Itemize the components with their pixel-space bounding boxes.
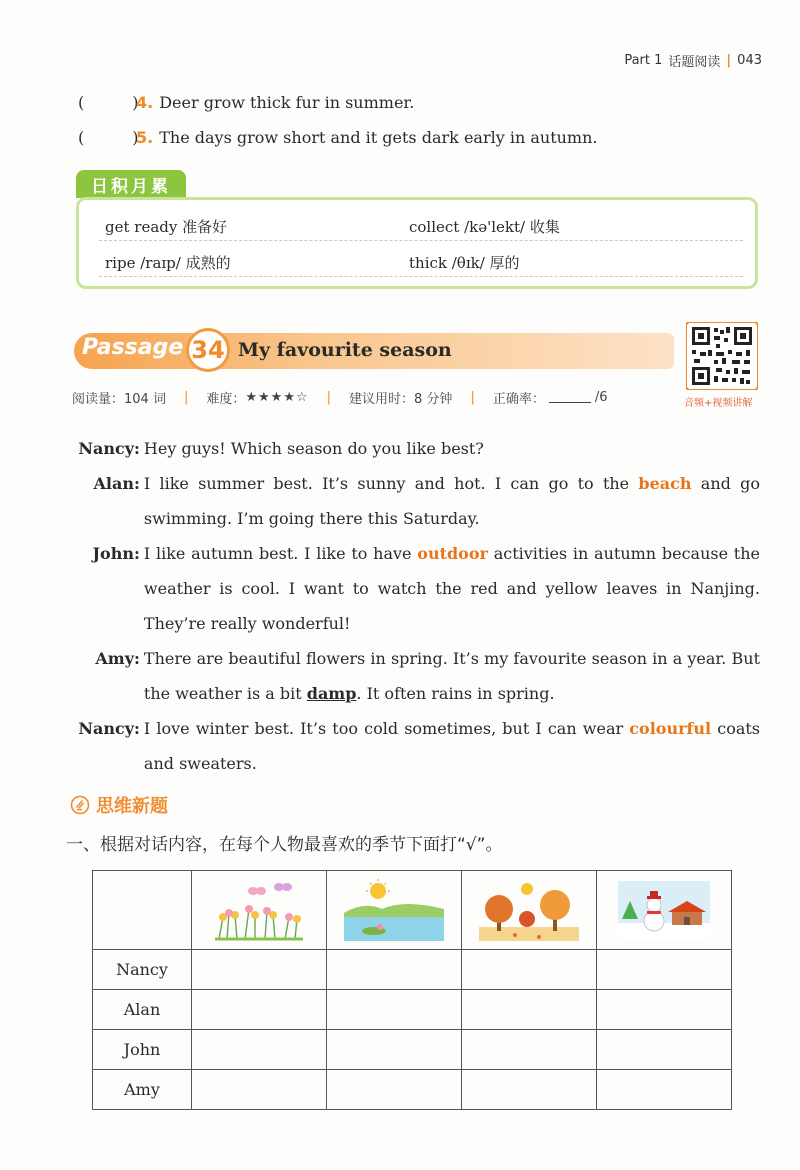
accuracy-total: /6 bbox=[594, 390, 608, 405]
speaker-colon: : bbox=[134, 439, 140, 458]
speaker-colon: : bbox=[134, 474, 140, 493]
accuracy-blank[interactable] bbox=[549, 392, 591, 403]
question-5 bbox=[78, 125, 597, 148]
speaker-name: Alan bbox=[93, 474, 134, 493]
speaker-colon: : bbox=[134, 544, 140, 563]
dialogue-text bbox=[144, 711, 760, 781]
speaker-name: John bbox=[92, 544, 134, 563]
dashed-divider bbox=[99, 240, 743, 241]
table-row bbox=[93, 1070, 732, 1110]
dialogue-line bbox=[68, 641, 760, 711]
dialogue-line bbox=[68, 431, 760, 466]
answer-cell[interactable] bbox=[192, 990, 327, 1030]
underlined-word: damp bbox=[306, 684, 357, 703]
summer-lake-icon bbox=[344, 879, 444, 941]
winter-snowman-icon bbox=[614, 879, 714, 941]
highlighted-word: outdoor bbox=[417, 544, 488, 563]
question-number: 4. bbox=[136, 93, 154, 112]
vocab-item: thick /θɪk/ 厚的 bbox=[409, 254, 520, 272]
vocab-box bbox=[76, 197, 758, 289]
text-run: Hey guys! Which season do you like best? bbox=[143, 439, 484, 458]
dialogue-text bbox=[144, 431, 760, 466]
vocab-item: ripe /raɪp/ 成熟的 bbox=[105, 254, 231, 272]
answer-paren: ( ) bbox=[78, 93, 139, 112]
text-run: I like autumn best. I like to have bbox=[143, 544, 418, 563]
answer-cell[interactable] bbox=[462, 1030, 597, 1070]
answer-cell[interactable] bbox=[327, 1030, 462, 1070]
person-name: Nancy bbox=[93, 950, 192, 990]
text-run: activities in autumn because the weather is cool. I want to watch the red and yellow leaves in Nanjing. They’re really wonderful! bbox=[143, 544, 761, 633]
part-label: Part 1 bbox=[624, 53, 663, 68]
dashed-divider bbox=[99, 276, 743, 277]
thinking-heading-text: 思维新题 bbox=[96, 796, 168, 817]
season-table bbox=[92, 870, 732, 1110]
exercise-instruction: 一、根据对话内容，在每个人物最喜欢的季节下面打“√”。 bbox=[66, 835, 503, 855]
question-text: Deer grow thick fur in summer. bbox=[159, 93, 415, 112]
speaker-name: Nancy bbox=[78, 719, 134, 738]
answer-cell[interactable] bbox=[597, 990, 732, 1030]
page-number: 043 bbox=[737, 53, 762, 68]
accuracy-label: 正确率： bbox=[492, 392, 545, 407]
speaker-name: Amy bbox=[95, 649, 134, 668]
speaker-colon: : bbox=[134, 649, 140, 668]
answer-cell[interactable] bbox=[597, 950, 732, 990]
question-text: The days grow short and it gets dark early in autumn. bbox=[159, 128, 598, 147]
highlighted-word: colourful bbox=[629, 719, 712, 738]
section-label: 话题阅读 bbox=[668, 55, 721, 70]
text-run: . It often rains in spring. bbox=[356, 684, 555, 703]
question-number: 5. bbox=[136, 128, 154, 147]
thinking-section-heading bbox=[70, 792, 168, 818]
suggested-time: 建议用时：8 分钟 bbox=[349, 392, 453, 407]
season-picture-row bbox=[93, 871, 732, 950]
table-row bbox=[93, 990, 732, 1030]
header-separator: | bbox=[726, 53, 732, 68]
answer-cell[interactable] bbox=[462, 990, 597, 1030]
person-name: Alan bbox=[93, 990, 192, 1030]
autumn-trees-icon bbox=[479, 879, 579, 941]
difficulty-label: 难度： bbox=[206, 392, 246, 407]
answer-cell[interactable] bbox=[462, 950, 597, 990]
answer-cell[interactable] bbox=[192, 950, 327, 990]
dialogue-line bbox=[68, 466, 760, 536]
vocab-item: get ready 准备好 bbox=[105, 218, 228, 236]
vocab-title: 日积月累 bbox=[76, 170, 186, 198]
answer-cell[interactable] bbox=[327, 1070, 462, 1110]
winter-picture-cell bbox=[597, 871, 732, 950]
person-name: Amy bbox=[93, 1070, 192, 1110]
answer-cell[interactable] bbox=[192, 1070, 327, 1110]
person-name: John bbox=[93, 1030, 192, 1070]
text-run: I love winter best. It’s too cold sometimes, but I can wear bbox=[143, 719, 630, 738]
spring-flowers-icon bbox=[209, 879, 309, 941]
info-separator: | bbox=[183, 390, 189, 405]
table-row bbox=[93, 950, 732, 990]
dialogue-line bbox=[68, 536, 760, 641]
text-run: I like summer best. It’s sunny and hot. I can go to the bbox=[143, 474, 639, 493]
summer-picture-cell bbox=[327, 871, 462, 950]
question-4 bbox=[78, 90, 414, 113]
qr-code-icon[interactable] bbox=[686, 322, 758, 390]
speaker-name: Nancy bbox=[78, 439, 134, 458]
dialogue-text bbox=[144, 466, 760, 536]
answer-cell[interactable] bbox=[192, 1030, 327, 1070]
empty-corner-cell bbox=[93, 871, 192, 950]
qr-caption: 音频+视频讲解 bbox=[684, 398, 753, 409]
dialogue bbox=[68, 431, 760, 781]
answer-cell[interactable] bbox=[462, 1070, 597, 1110]
answer-cell[interactable] bbox=[327, 990, 462, 1030]
page-header bbox=[624, 51, 762, 70]
answer-paren: ( ) bbox=[78, 128, 139, 147]
text-run: coats and sweaters. bbox=[143, 719, 761, 773]
answer-cell[interactable] bbox=[597, 1070, 732, 1110]
text-run: There are beautiful flowers in spring. It’s my favourite season in a year. But the weather is a bit bbox=[143, 649, 760, 703]
info-separator: | bbox=[470, 390, 475, 405]
vocab-item: collect /kə'lekt/ 收集 bbox=[409, 218, 560, 236]
highlighted-word: beach bbox=[638, 474, 692, 493]
dialogue-text bbox=[144, 536, 760, 641]
word-count: 阅读量：104 词 bbox=[72, 392, 166, 407]
spring-picture-cell bbox=[192, 871, 327, 950]
answer-cell[interactable] bbox=[327, 950, 462, 990]
speaker-colon: : bbox=[134, 719, 140, 738]
reading-info bbox=[72, 388, 608, 407]
table-row bbox=[93, 1030, 732, 1070]
text-run: and go swimming. I’m going there this Saturday. bbox=[143, 474, 760, 528]
passage-label: Passage bbox=[82, 335, 184, 360]
dialogue-line bbox=[68, 711, 760, 781]
dialogue-text bbox=[144, 641, 760, 711]
answer-cell[interactable] bbox=[597, 1030, 732, 1070]
difficulty-stars: ★★★★☆ bbox=[245, 390, 309, 405]
passage-number: 34 bbox=[186, 328, 230, 372]
lightbulb-icon bbox=[70, 795, 90, 815]
info-separator: | bbox=[326, 390, 332, 405]
passage-title: My favourite season bbox=[238, 339, 452, 361]
autumn-picture-cell bbox=[462, 871, 597, 950]
